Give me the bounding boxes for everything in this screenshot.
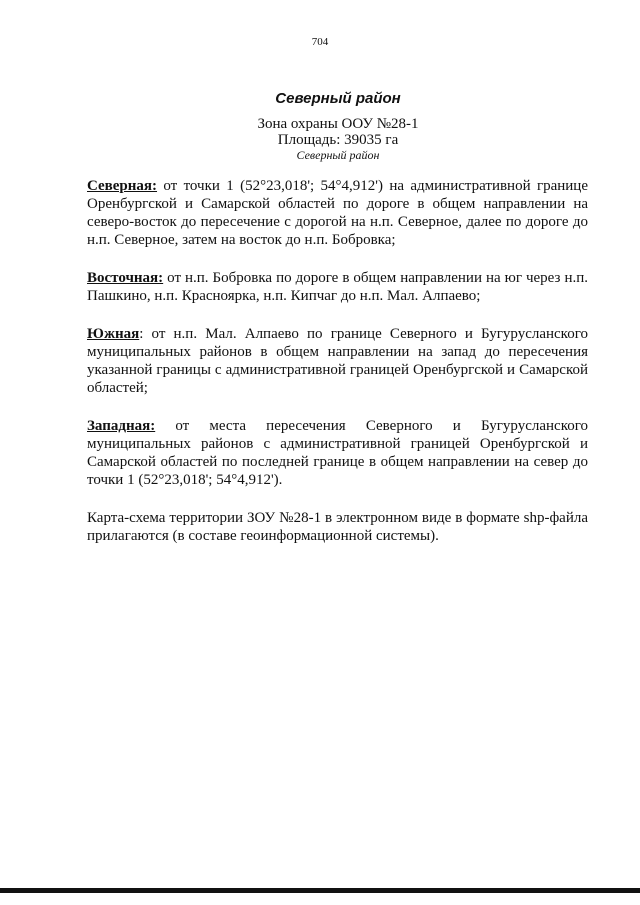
boundary-west <box>87 417 588 489</box>
boundary-south <box>87 325 588 397</box>
page-number: 704 <box>311 36 329 48</box>
boundary-description <box>87 177 588 565</box>
district-title: Северный район <box>275 90 401 107</box>
boundary-south-text: : от н.п. Мал. Алпаево по границе Северного и Бугурусланского муниципальных районов в общем направлении на запад до пересечения указанной границы с административной границей Оренбургской и Самарской областей; <box>87 326 588 396</box>
zone-subtitle: Северный район <box>296 148 380 162</box>
bottom-rule <box>0 888 640 893</box>
boundary-west-label: Западная: <box>87 418 156 434</box>
boundary-west-text: от места пересечения Северного и Бугурусланского муниципальных районов с административной границей Оренбургской и Самарской областей по последней границе в общем направлении на север до точки 1 (52°23,018'; 54°4,912'). <box>87 418 588 488</box>
boundary-north <box>87 177 588 249</box>
zone-header <box>0 116 640 163</box>
boundary-east-text: от н.п. Бобровка по дороге в общем направлении на юг через н.п. Пашкино, н.п. Красноярка, н.п. Кипчаг до н.п. Мал. Алпаево; <box>87 270 588 304</box>
boundary-south-label: Южная <box>87 326 140 342</box>
zone-name: Зона охраны ООУ №28-1 <box>257 116 419 132</box>
closing-paragraph: Карта-схема территории ЗОУ №28-1 в электронном виде в формате shp-файла прилагаются (в составе геоинформационной системы). <box>87 510 588 544</box>
boundary-north-text: от точки 1 (52°23,018'; 54°4,912') на административной границе Оренбургской и Самарской областей по дороге в общем направлении на северо-восток до пересечение с дорогой на н.п. Северное, далее по дороге до н.п. Северное, затем на восток до н.п. Бобровка; <box>87 178 588 248</box>
boundary-east <box>87 269 588 305</box>
boundary-east-label: Восточная: <box>87 270 164 286</box>
zone-area: Площадь: 39035 га <box>277 132 399 148</box>
boundary-north-label: Северная: <box>87 178 158 194</box>
